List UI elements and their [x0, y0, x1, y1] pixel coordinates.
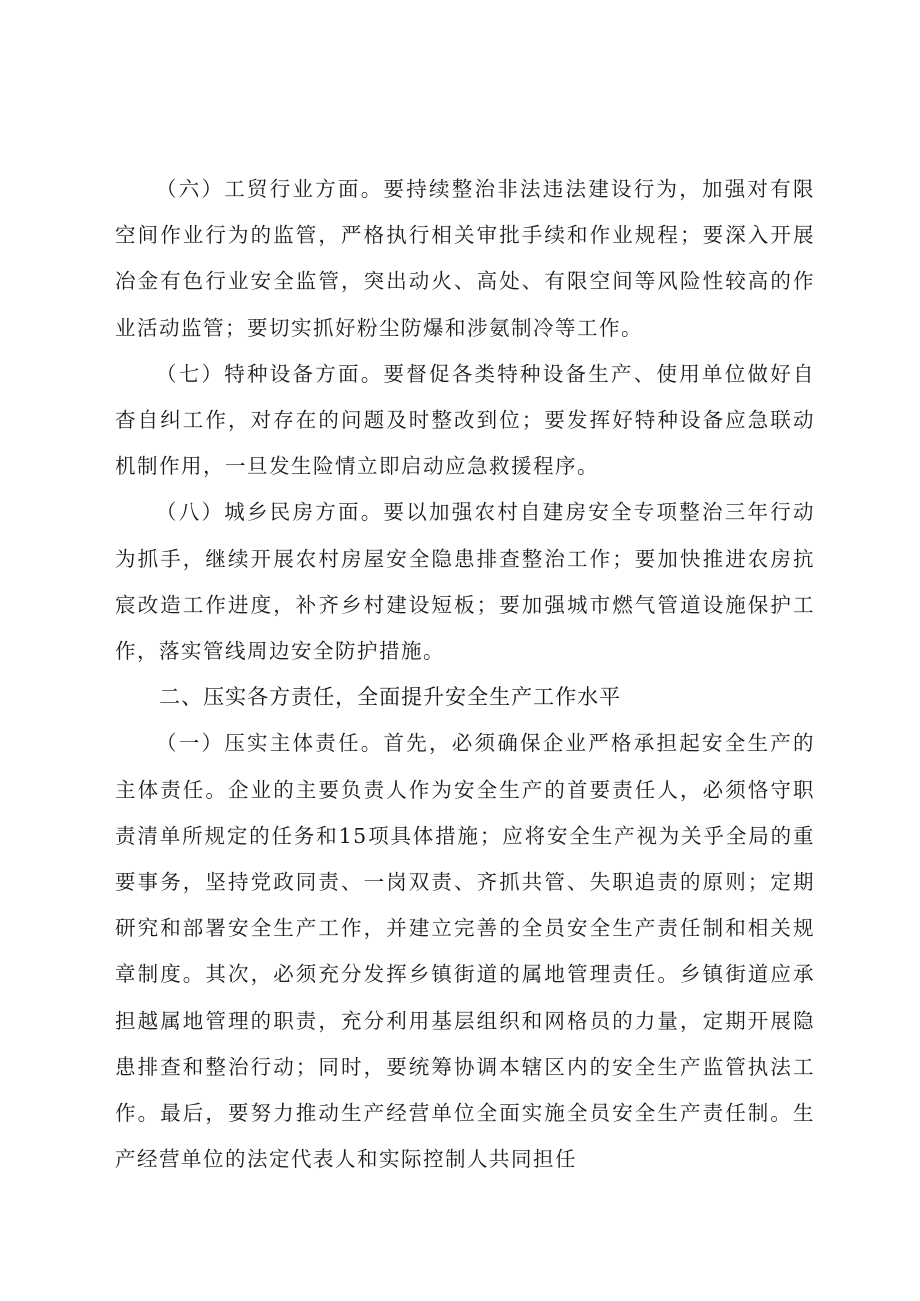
paragraph-main-responsibility: （一）压实主体责任。首先，必须确保企业严格承担起安全生产的主体责任。企业的主要负责人作为安全生产的首要责任人，必须恪守职责清单所规定的任务和15项具体措施；应将安全生产视为关乎全局的重要事务，坚持党政同责、一岗双责、齐抓共管、失职追责的原则；定期研究和部署安全生产工作，并建立完善的全员安全生产责任制和相关规章制度。其次，必须充分发挥乡镇街道的属地管理责任。乡镇街道应承担越属地管理的职责，充分利用基层组织和网格员的力量，定期开展隐患排查和整治行动；同时，要统筹协调本辖区内的安全生产监管执法工作。最后，要努力推动生产经营单位全面实施全员安全生产责任制。生产经营单位的法定代表人和实际控制人共同担任	[115, 731, 815, 1172]
paragraph-special-equipment: （七）特种设备方面。要督促各类特种设备生产、使用单位做好自杳自纠工作，对存在的问题及时整改到位；要发挥好特种设备应急联动机制作用，一旦发生险情立即启动应急救援程序。	[115, 361, 815, 479]
paragraph-urban-rural-housing: （八）城乡民房方面。要以加强农村自建房安全专项整治三年行动为抓手，继续开展农村房屋安全隐患排查整治工作；要加快推进农房抗宸改造工作进度，补齐乡村建设短板；要加强城市燃气管道设施保护工作，落实管线周边安全防护措施。	[115, 500, 815, 664]
document-body	[115, 166, 815, 1182]
paragraph-industry-trade: （六）工贸行业方面。要持续整治非法违法建设行为，加强对有限空间作业行为的监管，严格执行相关审批手续和作业规程；要深入开展冶金有色行业安全监管，突出动火、高处、有限空间等风险性较高的作业活动监管；要切实抓好粉尘防爆和涉氨制冷等工作。	[115, 177, 815, 340]
section-heading: 二、压实各方责任，全面提升安全生产工作水平	[159, 685, 622, 710]
